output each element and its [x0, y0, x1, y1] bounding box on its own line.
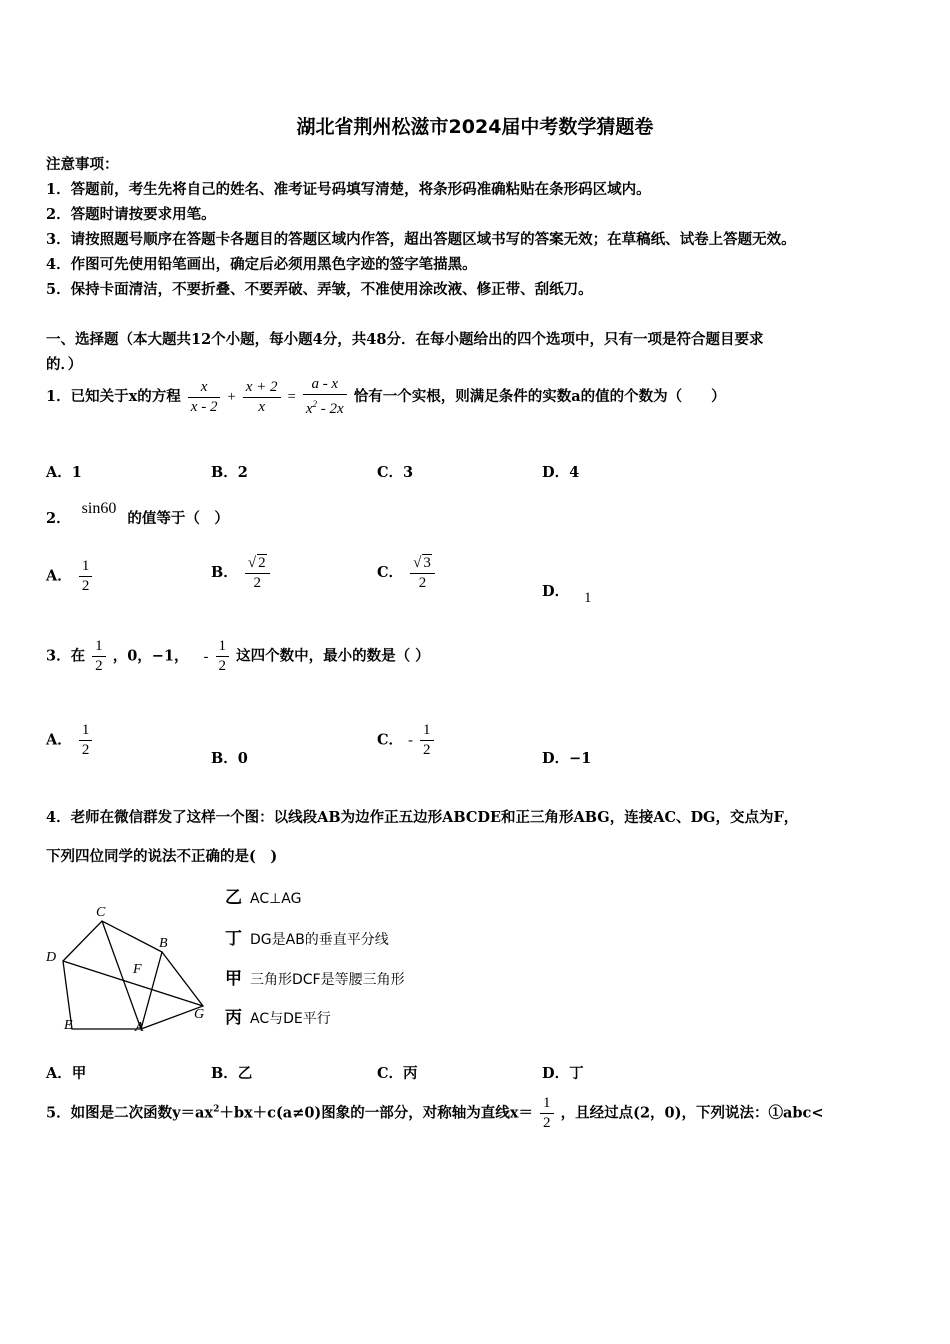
- question-1: [46, 376, 726, 418]
- q5-fraction: $\frac{1}{2}$: [540, 1095, 554, 1132]
- q1-prefix: 1．已知关于x的方程: [46, 388, 181, 405]
- q1-option-b[interactable]: B．2: [211, 464, 248, 481]
- q3-neg-fraction: $\frac{1}{2}$: [216, 638, 230, 675]
- q2-option-c[interactable]: C． $\frac{√ 3}{2}$: [377, 554, 437, 592]
- q3-option-d[interactable]: D．−1: [542, 750, 592, 767]
- q3-suffix: 这四个数中，最小的数是（ ）: [236, 647, 430, 665]
- q1-option-a[interactable]: A．1: [46, 464, 82, 481]
- point-label-e: E: [64, 1018, 73, 1033]
- q3-fraction: $\frac{1}{2}$: [92, 638, 106, 675]
- point-label-g: G: [194, 1007, 205, 1022]
- q1-fraction-3: $\frac{a - x}{x^2 - 2x}$: [303, 376, 347, 418]
- q1-option-c[interactable]: C．3: [377, 464, 414, 481]
- question-3: 3．在 $\frac{1}{2}$ ，0，−1， - $\frac{1}{2}$ 这四个数中，最小的数是（ ）: [46, 638, 430, 674]
- point-label-c: C: [96, 905, 106, 920]
- point-label-b: B: [159, 936, 168, 951]
- q4-option-c[interactable]: C．丙: [377, 1065, 418, 1082]
- notice-item: 2．答题时请按要求用笔。: [46, 206, 216, 223]
- q4-option-b[interactable]: B．乙: [211, 1065, 253, 1082]
- question-4-cont: 下列四位同学的说法不正确的是( ): [46, 848, 278, 865]
- q1-plus: +: [227, 389, 236, 405]
- q2-option-d[interactable]: D． 1: [542, 583, 592, 606]
- q3-prefix: 3．在: [46, 647, 86, 665]
- section-heading-cont: 的．）: [46, 356, 83, 373]
- q2-prefix: 2．: [46, 510, 71, 527]
- q1-fraction-1: $\frac{x}{x - 2}$: [188, 379, 221, 416]
- notice-item: 3．请按照题号顺序在答题卡各题目的答题区域内作答，超出答题区域书写的答案无效；在草稿纸、试卷上答题无效。: [46, 231, 796, 248]
- q3-option-a[interactable]: A． $\frac{1}{2}$: [46, 722, 94, 759]
- q3-middle: ，0，−1，: [112, 647, 189, 665]
- point-label-d: D: [46, 950, 57, 965]
- q1-equals: =: [287, 389, 296, 405]
- question-2: [46, 500, 229, 528]
- pentagon-abcde: [63, 921, 162, 1029]
- q2-option-a[interactable]: A． $\frac{1}{2}$: [46, 558, 94, 595]
- question-5: 5．如图是二次函数$y=ax^2+bx+c(a\ne 0)$图象的一部分，对称轴为直线x＝ $\frac{1}{2}$ ，且经过点(2，0)，下列说法：①abc<: [46, 1095, 824, 1131]
- statement-yi: 乙 AC⊥AG: [225, 888, 302, 908]
- q2-expr: sin60: [81, 500, 117, 517]
- section-heading: 一、选择题（本大题共12个小题，每小题4分，共48分．在每小题给出的四个选项中，只有一项是符合题目要求: [46, 331, 764, 348]
- q1-suffix: 恰有一个实根，则满足条件的实数a的值的个数为（ ）: [353, 388, 726, 405]
- statement-jia: 甲 三角形DCF是等腰三角形: [225, 969, 405, 989]
- q4-option-a[interactable]: A．甲: [46, 1065, 87, 1082]
- statement-ding: 丁 DG是AB的垂直平分线: [225, 929, 389, 949]
- q2-suffix: 的值等于（ ）: [127, 510, 229, 527]
- q1-option-d[interactable]: D．4: [542, 464, 580, 481]
- notice-item: 4．作图可先使用铅笔画出，确定后必须用黑色字迹的签字笔描黑。: [46, 256, 477, 273]
- question-4: 4．老师在微信群发了这样一个图：以线段AB为边作正五边形ABCDE和正三角形ABG，连接AC、DG，交点为F，: [46, 809, 799, 826]
- notice-item: 1．答题前，考生先将自己的姓名、准考证号码填写清楚，将条形码准确粘贴在条形码区域内。: [46, 181, 651, 198]
- notice-item: 5．保持卡面清洁，不要折叠、不要弄破、弄皱，不准使用涂改液、修正带、刮纸刀。: [46, 281, 593, 298]
- pentagon-figure: [40, 895, 220, 1040]
- q4-option-d[interactable]: D．丁: [542, 1065, 584, 1082]
- q2-option-b[interactable]: B． $\frac{√ 2}{2}$: [211, 554, 272, 592]
- q1-fraction-2: $\frac{x + 2}{x}$: [243, 379, 281, 416]
- q3-option-c[interactable]: C． - $\frac{1}{2}$: [377, 722, 436, 759]
- statement-bing: 丙 AC与DE平行: [225, 1008, 331, 1028]
- page-title: 湖北省荆州松滋市2024届中考数学猜题卷: [296, 116, 654, 138]
- point-label-f: F: [133, 962, 142, 977]
- notice-heading: 注意事项：: [46, 156, 119, 173]
- point-label-a: A: [135, 1020, 144, 1035]
- q3-option-b[interactable]: B．0: [211, 750, 248, 767]
